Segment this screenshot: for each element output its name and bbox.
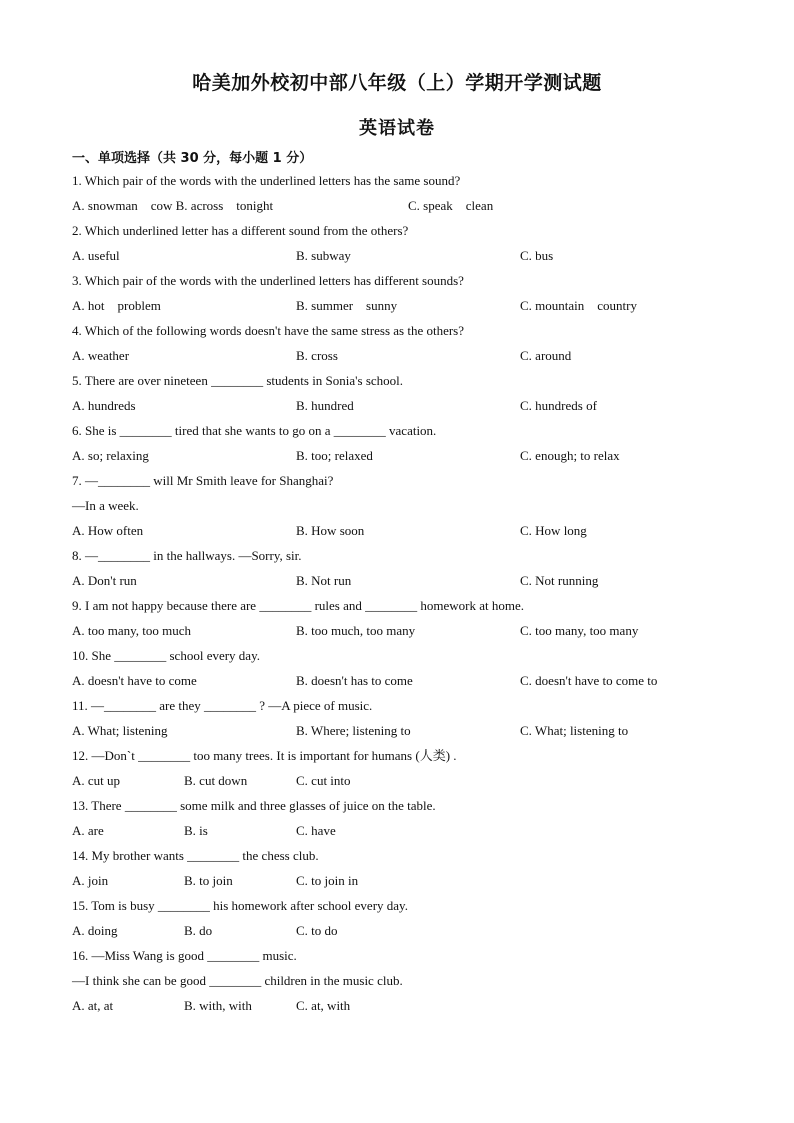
option-row <box>72 821 752 846</box>
option-c: C. Not running <box>520 573 599 588</box>
option-row <box>72 771 752 796</box>
option-c: C. doesn't have to come to <box>520 673 658 688</box>
option-c: C. around <box>520 348 572 363</box>
option-row <box>72 446 752 471</box>
option-b: B. is <box>184 823 208 838</box>
question-stem: 1. Which pair of the words with the underlined letters has the same sound? <box>72 173 461 188</box>
option-a: A. hundreds <box>72 398 136 413</box>
option-c: C. How long <box>520 523 587 538</box>
option-b: B. do <box>184 923 213 938</box>
option-c: C. too many, too many <box>520 623 639 638</box>
option-a: A. doesn't have to come <box>72 673 197 688</box>
option-c: C. to do <box>296 923 338 938</box>
question-stem: 15. Tom is busy ________ his homework after school every day. <box>72 898 408 913</box>
option-row <box>72 346 752 371</box>
question-2 <box>72 221 752 271</box>
question-stem: 5. There are over nineteen ________ students in Sonia's school. <box>72 373 404 388</box>
option-a: A. hot problem <box>72 298 161 313</box>
page-title: 哈美加外校初中部八年级（上）学期开学测试题 <box>192 72 602 94</box>
options-a-b: A. snowman cow B. across tonight <box>72 198 274 213</box>
option-a: A. are <box>72 823 104 838</box>
option-a: A. so; relaxing <box>72 448 149 463</box>
question-16 <box>72 946 752 1021</box>
option-b: B. hundred <box>296 398 354 413</box>
option-row <box>72 621 752 646</box>
option-c: C. to join in <box>296 873 359 888</box>
option-a: A. useful <box>72 248 120 263</box>
option-a: A. cut up <box>72 773 121 788</box>
option-row <box>72 196 752 221</box>
question-stem: 3. Which pair of the words with the underlined letters has different sounds? <box>72 273 464 288</box>
option-c: C. bus <box>520 248 554 263</box>
question-7 <box>72 471 752 546</box>
option-a: A. join <box>72 873 109 888</box>
option-row <box>72 571 752 596</box>
question-1 <box>72 171 752 221</box>
section-heading: 一、单项选择（共 30 分，每小题 1 分） <box>72 151 313 166</box>
option-row <box>72 396 752 421</box>
question-list <box>72 171 752 1021</box>
question-5 <box>72 371 752 421</box>
option-a: A. weather <box>72 348 130 363</box>
question-stem: 6. She is ________ tired that she wants to go on a ________ vacation. <box>72 423 437 438</box>
question-stem: 7. —________ will Mr Smith leave for Shanghai? <box>72 473 334 488</box>
question-8 <box>72 546 752 596</box>
question-15 <box>72 896 752 946</box>
question-10 <box>72 646 752 696</box>
option-b: B. too much, too many <box>296 623 416 638</box>
option-b: B. to join <box>184 873 233 888</box>
question-13 <box>72 796 752 846</box>
question-stem: 9. I am not happy because there are ________ rules and ________ homework at home. <box>72 598 524 613</box>
question-stem: 10. She ________ school every day. <box>72 648 260 663</box>
option-a: A. too many, too much <box>72 623 192 638</box>
option-b: B. too; relaxed <box>296 448 373 463</box>
option-a: A. Don't run <box>72 573 137 588</box>
question-6 <box>72 421 752 471</box>
question-stem-reply: —In a week. <box>72 498 139 513</box>
option-b: B. How soon <box>296 523 365 538</box>
question-3 <box>72 271 752 321</box>
option-c: C. have <box>296 823 336 838</box>
page-subtitle: 英语试卷 <box>359 118 435 139</box>
option-c: C. What; listening to <box>520 723 629 738</box>
option-c: C. hundreds of <box>520 398 597 413</box>
option-a: A. How often <box>72 523 144 538</box>
question-12 <box>72 746 752 796</box>
option-b: B. Not run <box>296 573 352 588</box>
question-stem: 11. —________ are they ________ ? —A piece of music. <box>72 698 373 713</box>
option-a: A. at, at <box>72 998 114 1013</box>
option-b: B. cross <box>296 348 338 363</box>
option-b: B. cut down <box>184 773 248 788</box>
question-stem: 12. —Don`t ________ too many trees. It is important for humans (人类) . <box>72 748 457 763</box>
option-b: B. with, with <box>184 998 252 1013</box>
option-c: C. enough; to relax <box>520 448 620 463</box>
question-11 <box>72 696 752 746</box>
option-a: A. doing <box>72 923 118 938</box>
option-c: C. cut into <box>296 773 351 788</box>
question-stem: 8. —________ in the hallways. —Sorry, sir. <box>72 548 302 563</box>
option-row <box>72 296 752 321</box>
option-a: A. What; listening <box>72 723 168 738</box>
option-row <box>72 921 752 946</box>
option-row <box>72 246 752 271</box>
option-c: C. speak clean <box>408 198 494 213</box>
option-b: B. summer sunny <box>296 298 398 313</box>
option-b: B. doesn't has to come <box>296 673 413 688</box>
option-row <box>72 671 752 696</box>
option-row <box>72 721 752 746</box>
option-b: B. Where; listening to <box>296 723 411 738</box>
question-stem: 14. My brother wants ________ the chess club. <box>72 848 319 863</box>
question-stem-reply: —I think she can be good ________ children in the music club. <box>72 973 403 988</box>
question-stem: 2. Which underlined letter has a different sound from the others? <box>72 223 409 238</box>
question-9 <box>72 596 752 646</box>
option-c: C. at, with <box>296 998 351 1013</box>
option-row <box>72 521 752 546</box>
question-14 <box>72 846 752 896</box>
option-row <box>72 996 752 1021</box>
question-4 <box>72 321 752 371</box>
option-c: C. mountain country <box>520 298 637 313</box>
option-row <box>72 871 752 896</box>
question-stem: 4. Which of the following words doesn't have the same stress as the others? <box>72 323 465 338</box>
question-stem: 13. There ________ some milk and three glasses of juice on the table. <box>72 798 436 813</box>
question-stem: 16. —Miss Wang is good ________ music. <box>72 948 297 963</box>
option-b: B. subway <box>296 248 351 263</box>
